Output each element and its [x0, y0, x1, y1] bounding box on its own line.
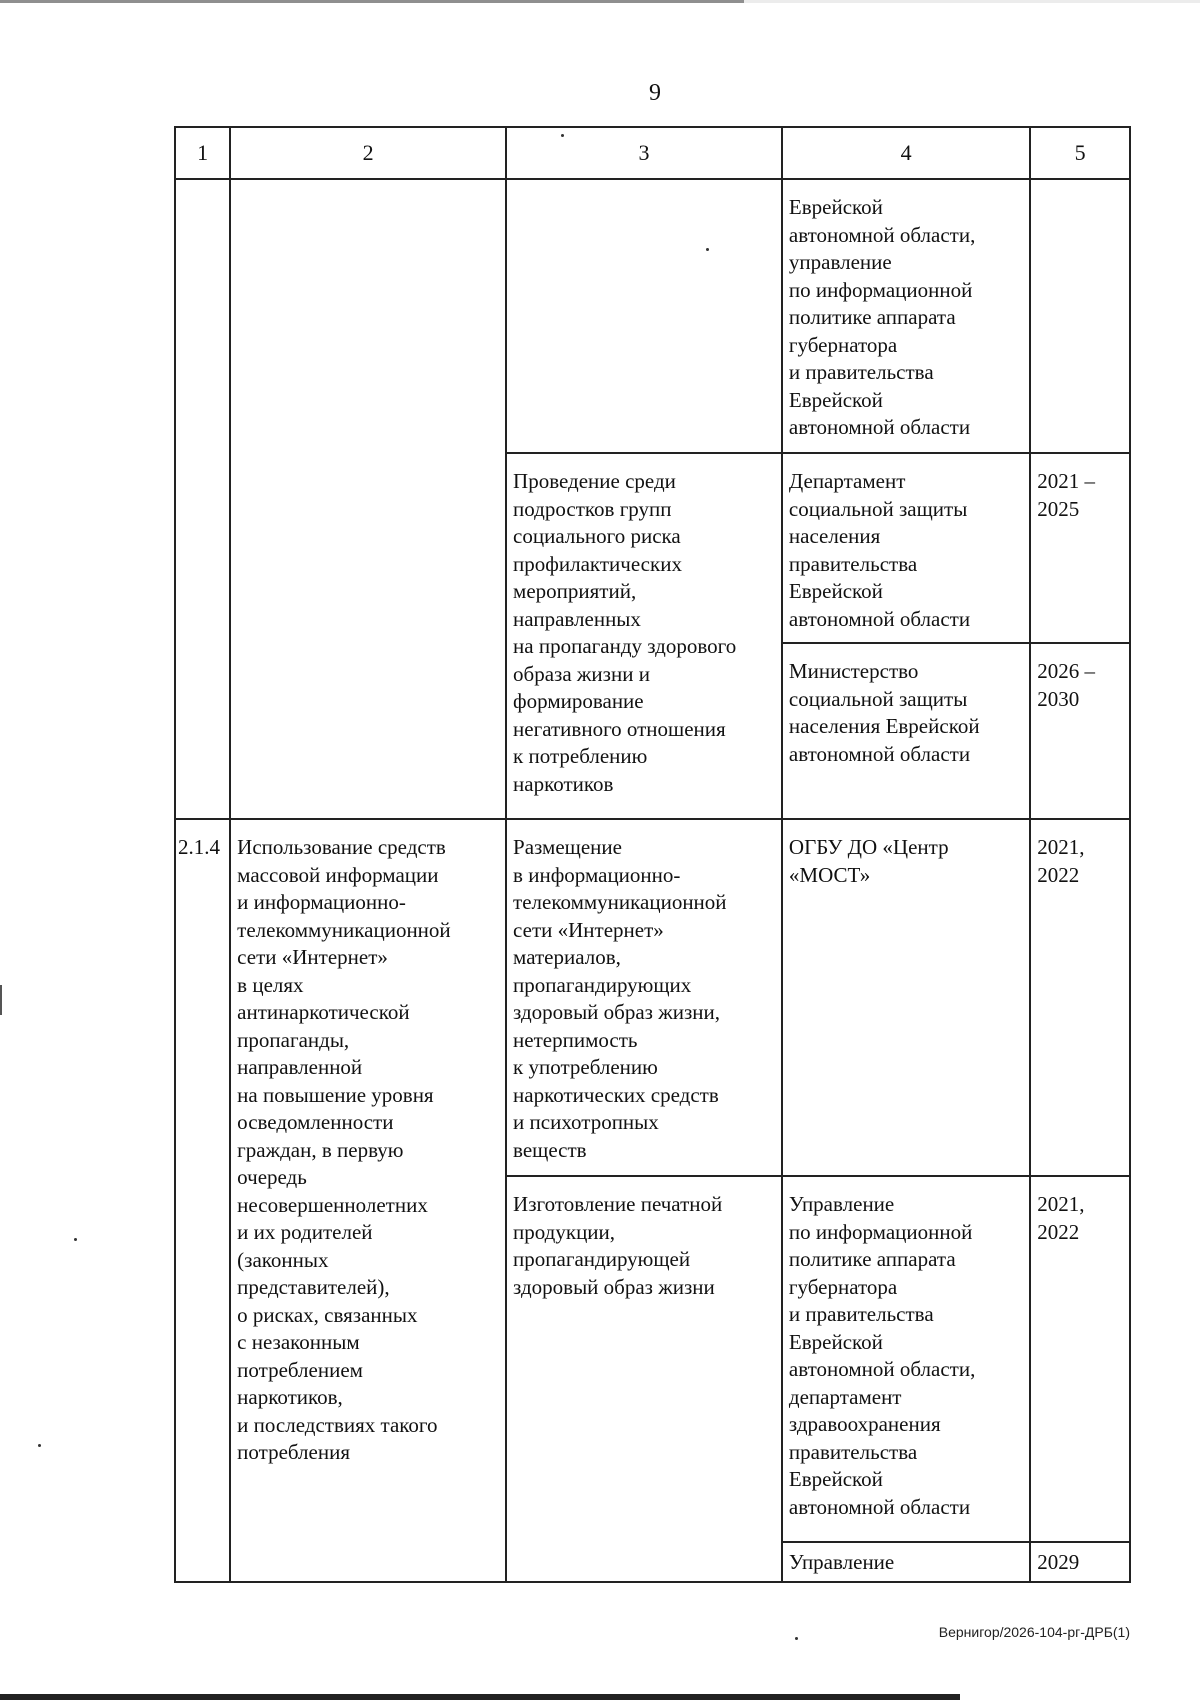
- activities-table: [174, 126, 1131, 1583]
- responsible-cell: Еврейской автономной области, управление по информационной политике аппарата губернатора и правительства Еврейской автономной области: [782, 179, 1030, 453]
- responsible-cell: Департамент социальной защиты населения правительства Еврейской автономной области: [782, 453, 1030, 643]
- document-signature-footer: Вернигор/2026-104-рг-ДРБ(1): [938, 1624, 1130, 1640]
- period-cell: 2021, 2022: [1030, 1176, 1130, 1542]
- cell-col2-continued: [230, 179, 506, 819]
- period-cell: 2026 – 2030: [1030, 643, 1130, 819]
- scan-speck: [561, 134, 564, 137]
- period-cell: 2021, 2022: [1030, 819, 1130, 1176]
- period-cell: 2021 – 2025: [1030, 453, 1130, 643]
- scan-edge-top: [0, 0, 1200, 3]
- scan-edge-bottom: [0, 1694, 960, 1700]
- activity-cell: Изготовление печатной продукции, пропагандирующей здоровый образ жизни: [506, 1176, 782, 1582]
- header-cell-3: 3: [506, 127, 782, 179]
- item-number-cell: 2.1.4: [175, 819, 230, 1582]
- header-cell-1: 1: [175, 127, 230, 179]
- scan-edge-mark: [0, 985, 2, 1015]
- period-cell-empty: [1030, 179, 1130, 453]
- task-cell: Использование средств массовой информации и информационно- телекоммуникационной сети «Интернет» в целях антинаркотической пропаганды, направленной на повышение уровня осведомленности граждан, в первую очередь несовершеннолетних и их родителей (законных представителей), о рисках, связанных с незаконным потреблением наркотиков, и последствиях такого потребления: [230, 819, 506, 1582]
- header-cell-2: 2: [230, 127, 506, 179]
- activity-cell: Проведение среди подростков групп социального риска профилактических мероприятий, направленных на пропаганду здорового образа жизни и формирование негативного отношения к потреблению наркотиков: [506, 453, 782, 819]
- cell-col3-empty: [506, 179, 782, 453]
- header-cell-4: 4: [782, 127, 1030, 179]
- scan-speck: [706, 248, 709, 251]
- scan-speck: [74, 1238, 77, 1241]
- scan-speck: [38, 1444, 41, 1447]
- cell-col1-continued: [175, 179, 230, 819]
- responsible-cell: ОГБУ ДО «Центр «МОСТ»: [782, 819, 1030, 1176]
- responsible-cell: Управление: [782, 1542, 1030, 1582]
- table-row: [175, 179, 1130, 453]
- responsible-cell: Министерство социальной защиты населения Еврейской автономной области: [782, 643, 1030, 819]
- header-cell-5: 5: [1030, 127, 1130, 179]
- page-number: 9: [649, 80, 661, 106]
- activity-cell: Размещение в информационно- телекоммуникационной сети «Интернет» материалов, пропагандирующих здоровый образ жизни, нетерпимость к употреблению наркотических средств и психотропных веществ: [506, 819, 782, 1176]
- table-header-row: [175, 127, 1130, 179]
- scan-speck: [795, 1637, 798, 1640]
- table-row: [175, 819, 1130, 1176]
- period-cell: 2029: [1030, 1542, 1130, 1582]
- responsible-cell: Управление по информационной политике аппарата губернатора и правительства Еврейской автономной области, департамент здравоохранения правительства Еврейской автономной области: [782, 1176, 1030, 1542]
